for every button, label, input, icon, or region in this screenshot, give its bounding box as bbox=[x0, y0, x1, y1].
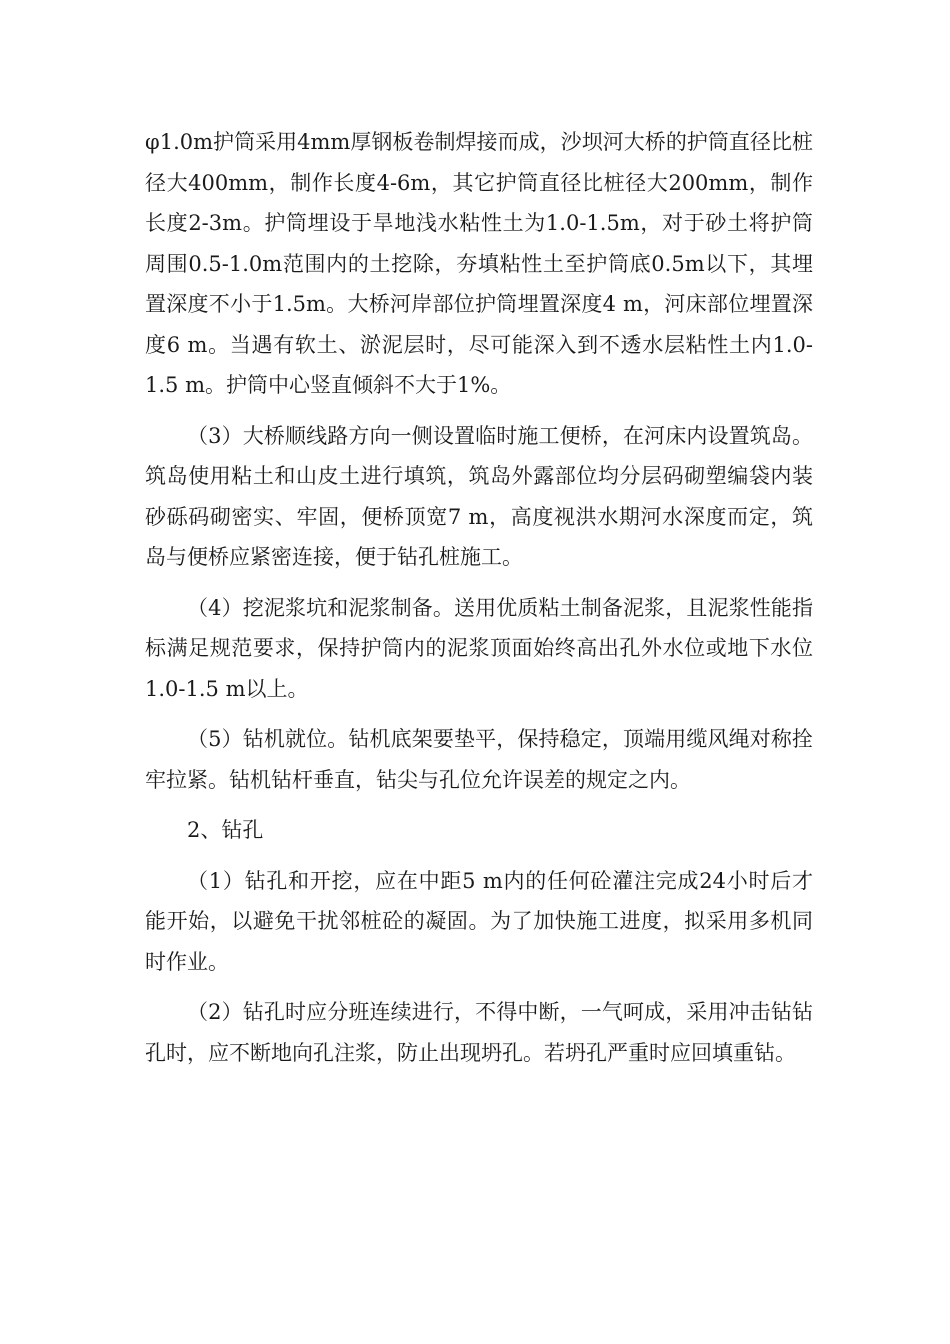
paragraph-step-4-mud-preparation: （4）挖泥浆坑和泥浆制备。送用优质粘土制备泥浆，且泥浆性能指标满足规范要求，保持护筒内的泥浆顶面始终高出孔外水位或地下水位1.0-1.5 m以上。 bbox=[145, 595, 813, 701]
paragraph-casing-spec: φ1.0m护筒采用4mm厚钢板卷制焊接而成，沙坝河大桥的护筒直径比桩径大400mm，制作长度4-6m，其它护筒直径比桩径大200mm，制作长度2-3m。护筒埋设于旱地浅水粘性土为1.0-1.5m，对于砂土将护筒周围0.5-1.0m范围内的土挖除，夯填粘性土至护筒底0.5m以下，其埋置深度不小于1.5m。大桥河岸部位护筒埋置深度4 m，河床部位埋置深度6 m。当遇有软土、淤泥层时，尽可能深入到不透水层粘性土内1.0-1.5 m。护筒中心竖直倾斜不大于1%。 bbox=[145, 130, 813, 397]
paragraph-step-3-temporary-bridge: （3）大桥顺线路方向一侧设置临时施工便桥，在河床内设置筑岛。筑岛使用粘土和山皮土进行填筑，筑岛外露部位均分层码砌塑编袋内装砂砾码砌密实、牢固，便桥顶宽7 m，高度视洪水期河水深度而定，筑岛与便桥应紧密连接，便于钻孔桩施工。 bbox=[145, 423, 813, 569]
paragraph-drilling-step-1: （1）钻孔和开挖，应在中距5 m内的任何砼灌注完成24小时后才能开始，以避免干扰邻桩砼的凝固。为了加快施工进度，拟采用多机同时作业。 bbox=[145, 868, 813, 974]
section-heading-drilling: 2、钻孔 bbox=[187, 818, 264, 842]
document-body bbox=[145, 122, 813, 1083]
paragraph-drilling-step-2: （2）钻孔时应分班连续进行，不得中断，一气呵成，采用冲击钻钻孔时，应不断地向孔注浆，防止出现坍孔。若坍孔严重时应回填重钻。 bbox=[145, 1000, 813, 1065]
paragraph-step-5-rig-positioning: （5）钻机就位。钻机底架要垫平，保持稳定，顶端用缆风绳对称拴牢拉紧。钻机钻杆垂直，钻尖与孔位允许误差的规定之内。 bbox=[145, 727, 813, 792]
